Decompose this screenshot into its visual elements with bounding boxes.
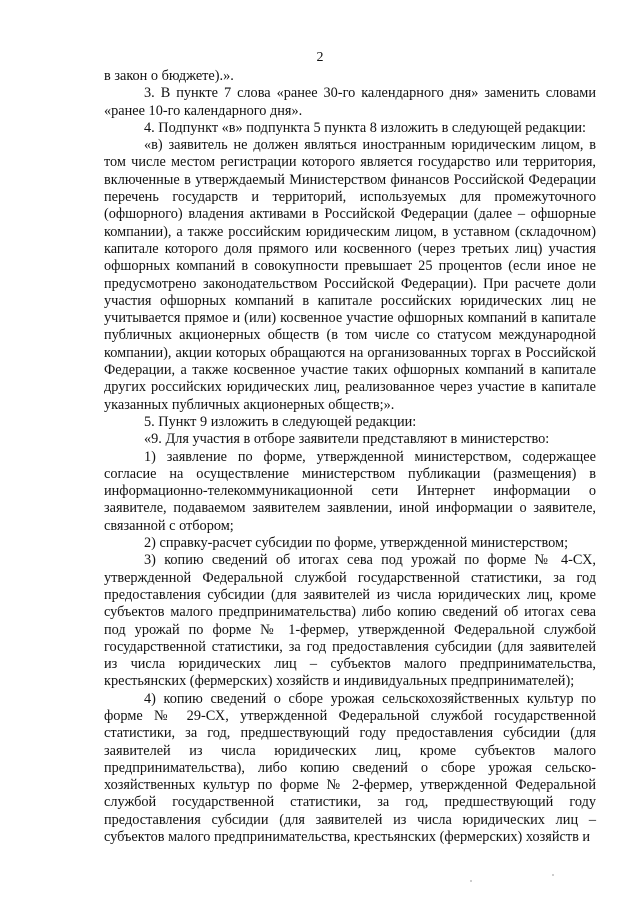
scan-speck	[470, 880, 472, 882]
document-body	[104, 68, 596, 846]
paragraph-item-5: 5. Пункт 9 изложить в следующей редакции:	[144, 413, 417, 430]
paragraph-list-4: 4) копию сведений о сборе урожая сельскохозяйственных культур по форме № 29-СХ, утвержденной Федеральной службой государственной статистики, за год, предшествующий году предоставления субсидии (для заявителей из числа юридических лиц, кроме субъектов малого предпринимательства), либо копию сведений о сборе урожая сельско-хозяйственных культур по форме № 2-фермер, утвержденной Федеральной службой государственной статистики, за год, предшествующий году предоставления субсидии (для заявителей из числа юридических лиц – субъектов малого предпринимательства, крестьянских (фермерских) хозяйств и	[104, 690, 596, 846]
paragraph-item-4: 4. Подпункт «в» подпункта 5 пункта 8 изложить в следующей редакции:	[144, 119, 587, 136]
paragraph-clause-9: «9. Для участия в отборе заявители представляют в министерство:	[144, 431, 550, 448]
paragraph-continuation: в закон о бюджете).».	[104, 68, 234, 84]
paragraph-list-2: 2) справку-расчет субсидии по форме, утвержденной министерством;	[144, 535, 569, 552]
page-number: 2	[316, 50, 324, 65]
paragraph-item-3: 3. В пункте 7 слова «ранее 30-го календарного дня» заменить словами «ранее 10-го календарного дня».	[104, 85, 596, 119]
paragraph-list-1: 1) заявление по форме, утвержденной министерством, содержащее согласие на осуществление министерством публикации (размещения) в информационно-телекоммуникационной сети Интернет информации о заявителе, подаваемом заявителем заявлении, иной информации о заявителе, связанной с отбором;	[104, 448, 596, 534]
paragraph-list-3: 3) копию сведений об итогах сева под урожай по форме № 4-СХ, утвержденной Федеральной службой государственной статистики, за год предоставления субсидии (для заявителей из числа юридических лиц, кроме субъектов малого предпринимательства) либо копию сведений об итогах сева под урожай по форме № 1-фермер, утвержденной Федеральной службой государственной статистики, за год предоставления субсидии (для заявителей из числа юридических лиц – субъектов малого предпринимательства, крестьянских (фермерских) хозяйств и индивидуальных предпринимателей);	[104, 552, 596, 690]
paragraph-subitem-v: «в) заявитель не должен являться иностранным юридическим лицом, в том числе местом регистрации которого является государство или территория, включенные в утверждаемый Министерством финансов Российской Федерации перечень государств и территорий, используемых для промежуточного (офшорного) владения активами в Российской Федерации (далее – офшорные компании), а также российским юридическим лицом, в уставном (складочном) капитале которого доля прямого или косвенного (через третьих лиц) участия офшорных компаний в совокупности превышает 25 процентов (если иное не предусмотрено законодательством Российской Федерации). При расчете доли участия офшорных компаний в капитале российских юридических лиц не учитывается прямое и (или) косвенное участие офшорных компаний в капитале публичных акционерных обществ (в том числе со статусом международной компании), акции которых обращаются на организованных торгах в Российской Федерации, а также косвенное участие таких офшорных компаний в капитале других российских юридических лиц, реализованное через участие в капитале указанных публичных акционерных обществ;».	[104, 137, 596, 413]
scan-speck	[552, 874, 554, 876]
